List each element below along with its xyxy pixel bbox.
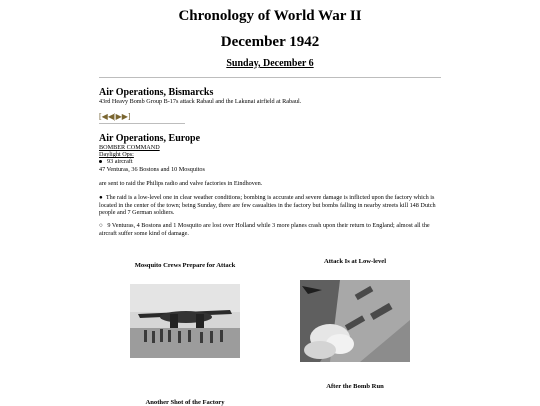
divider (99, 123, 185, 124)
bismarcks-text: 43rd Heavy Bomb Group B-17s attack Rabaul and the Lakunai airfield at Rabaul. (99, 98, 302, 105)
mosquito-crews-photo (130, 284, 240, 358)
double-right-arrow-icon[interactable]: ▶▶ (115, 112, 128, 121)
aircraft-count: 93 aircraft (107, 158, 133, 165)
month-heading: December 1942 (220, 34, 320, 50)
bullet-icon: ● (99, 194, 106, 201)
section-heading-europe: Air Operations, Europe (99, 133, 201, 144)
photo-caption: Mosquito Crews Prepare for Attack (134, 262, 236, 269)
raid-description: The raid is a low-level one in clear weather conditions; bombing is accurate and severe damage is inflicted upon the factory which is located in the center of the town; being Sunday, there are few casualties in the factory but bombs falling in nearby streets kill 148 Dutch people and 7 German soldiers. (99, 194, 436, 216)
bomber-command-link[interactable]: BOMBER COMMAND (99, 144, 160, 151)
circle-bullet-icon: ○ (99, 222, 108, 229)
photo-caption: Attack Is at Low-level (323, 258, 387, 265)
photo-caption: After the Bomb Run (326, 383, 384, 390)
low-level-attack-photo (300, 280, 410, 362)
photo-caption: Another Shot of the Factory (145, 399, 225, 406)
page-title: Chronology of World War II (178, 8, 362, 24)
daylight-ops-link[interactable]: Daylight Ops: (99, 151, 134, 158)
double-left-arrow-icon[interactable]: ◀◀ (101, 112, 114, 121)
section-heading-bismarcks: Air Operations, Bismarcks (99, 87, 214, 98)
nav-bracket: [ (99, 112, 102, 121)
aircraft-count-item (99, 158, 444, 166)
day-heading: Sunday, December 6 (226, 58, 314, 69)
divider (99, 77, 441, 78)
bullet-icon (99, 160, 102, 163)
raid-text (99, 194, 444, 217)
entry-navigation (99, 111, 131, 121)
target-text: are sent to raid the Philips radio and valve factories in Eindhoven. (99, 180, 263, 187)
losses-description: 9 Venturas, 4 Bostons and 1 Mosquito are lost over Holland while 3 more planes crash upon their return to England; almost all the aircraft suffer some kind of damage. (99, 222, 430, 237)
nav-separator: | (113, 112, 116, 121)
nav-bracket: ] (127, 112, 131, 121)
aircraft-breakdown: 47 Venturas, 36 Bostons and 10 Mosquitos (99, 166, 205, 173)
losses-text (99, 222, 444, 237)
